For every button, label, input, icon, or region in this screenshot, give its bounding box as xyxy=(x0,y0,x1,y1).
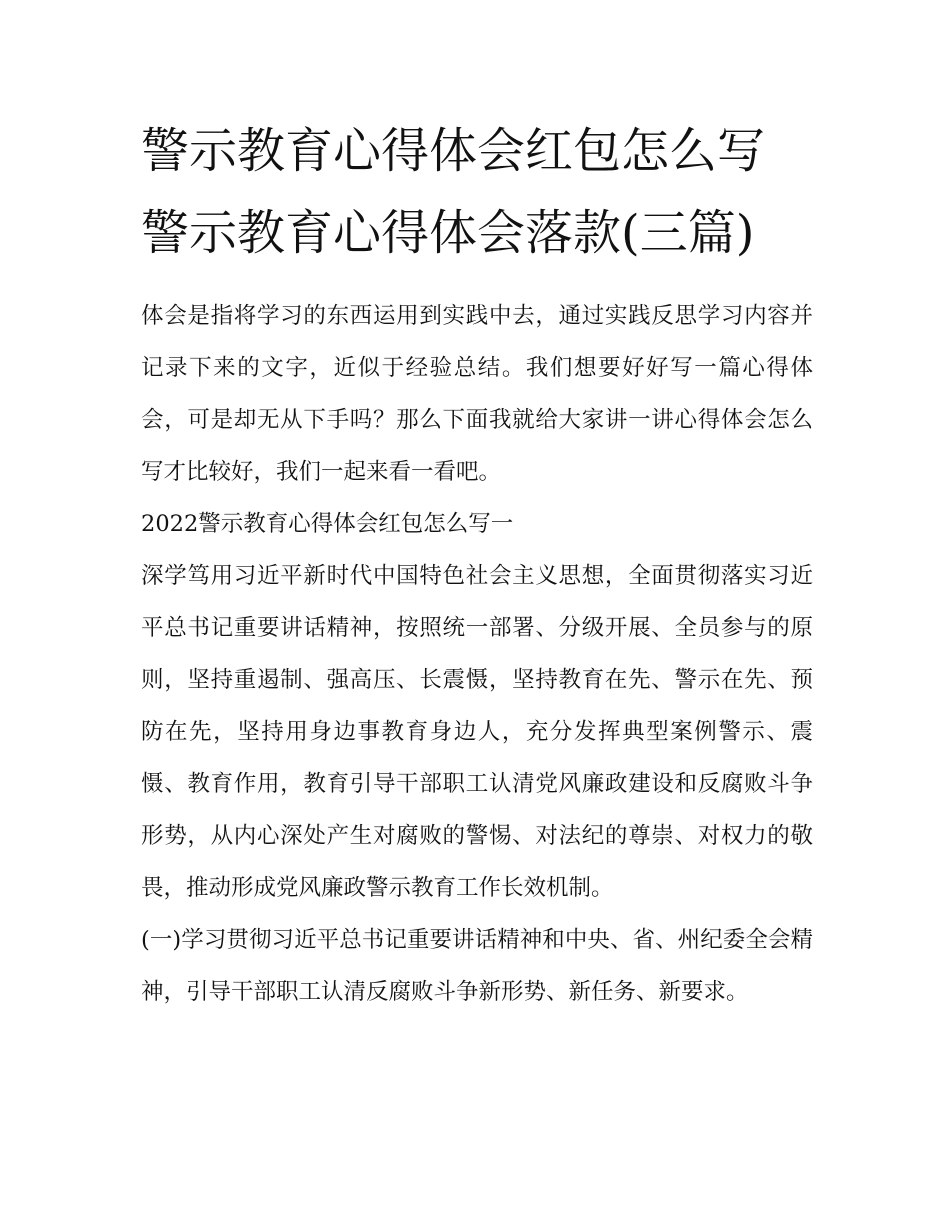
title-line-2: 警示教育心得体会落款(三篇) xyxy=(141,205,755,261)
document-title xyxy=(141,110,813,274)
section-heading: 2022警示教育心得体会红包怎么写一 xyxy=(141,511,514,537)
intro-paragraph: 体会是指将学习的东西运用到实践中去，通过实践反思学习内容并记录下来的文字，近似于经验总结。我们想要好好写一篇心得体会，可是却无从下手吗？那么下面我就给大家讲一讲心得体会怎么写才比较好，我们一起来看一看吧。 xyxy=(141,303,813,485)
document-content xyxy=(141,110,813,1018)
body-paragraph: 深学笃用习近平新时代中国特色社会主义思想，全面贯彻落实习近平总书记重要讲话精神，按照统一部署、分级开展、全员参与的原则，坚持重遏制、强高压、长震慑，坚持教育在先、警示在先、预防在先，坚持用身边事教育身边人，充分发挥典型案例警示、震慑、教育作用，教育引导干部职工认清党风廉政建设和反腐败斗争形势，从内心深处产生对腐败的警惕、对法纪的尊崇、对权力的敬畏，推动形成党风廉政警示教育工作长效机制。 xyxy=(141,563,813,901)
list-item-paragraph: (一)学习贯彻习近平总书记重要讲话精神和中央、省、州纪委全会精神，引导干部职工认清反腐败斗争新形势、新任务、新要求。 xyxy=(141,927,813,1005)
title-line-1: 警示教育心得体会红包怎么写 xyxy=(141,123,766,179)
